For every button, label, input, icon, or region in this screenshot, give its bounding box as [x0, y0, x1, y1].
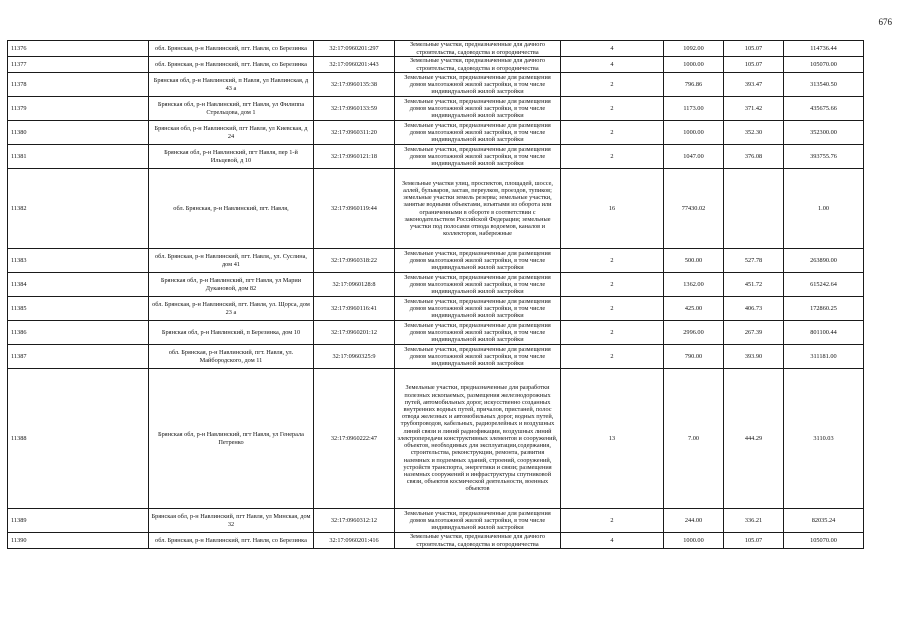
cadastral-value-cell: 615242.64	[784, 273, 864, 297]
cadastral-value-cell: 352300.00	[784, 121, 864, 145]
address-cell: Брянская обл, р-н Навлинский, п Навля, ул Навлинская, д 43 а	[149, 73, 314, 97]
rate-cell: 406.73	[724, 297, 784, 321]
rate-cell: 444.29	[724, 369, 784, 509]
cadastral-number-cell: 32:17:0960318:22	[314, 249, 395, 273]
address-cell: Брянская обл, р-н Навлинский, пгт Навля, ул Минская, дом 32	[149, 509, 314, 533]
rate-cell: 105.07	[724, 57, 784, 73]
cadastral-value-cell: 1.00	[784, 169, 864, 249]
cadastral-number-cell: 32:17:0960312:12	[314, 509, 395, 533]
cadastral-number-cell: 32:17:0960135:38	[314, 73, 395, 97]
cadastral-value-cell: 263890.00	[784, 249, 864, 273]
rate-cell: 393.90	[724, 345, 784, 369]
land-use-cell: Земельные участки, предназначенные для размещения домов малоэтажной жилой застройки, в том числе индивидуальной жилой застройки	[395, 145, 561, 169]
cadastral-value-cell: 801100.44	[784, 321, 864, 345]
address-cell: обл. Брянская, р-н Навлинский, пгт. Навля, со Березинка	[149, 533, 314, 549]
land-use-cell: Земельные участки, предназначенные для размещения домов малоэтажной жилой застройки, в том числе индивидуальной жилой застройки	[395, 297, 561, 321]
row-number: 11389	[8, 509, 149, 533]
area-cell: 425.00	[664, 297, 724, 321]
area-cell: 500.00	[664, 249, 724, 273]
land-use-cell: Земельные участки, предназначенные для размещения домов малоэтажной жилой застройки, в том числе индивидуальной жилой застройки	[395, 345, 561, 369]
land-use-cell: Земельные участки, предназначенные для дачного строительства, садоводства и огородничества	[395, 533, 561, 549]
table-row	[8, 121, 864, 145]
area-cell: 1362.00	[664, 273, 724, 297]
cadastral-number-cell: 32:17:0960121:18	[314, 145, 395, 169]
row-number: 11382	[8, 169, 149, 249]
cadastral-value-cell: 114736.44	[784, 41, 864, 57]
table-row	[8, 249, 864, 273]
table-row	[8, 533, 864, 549]
cadastral-value-cell: 172860.25	[784, 297, 864, 321]
row-number: 11381	[8, 145, 149, 169]
cadastral-number-cell: 32:17:0960133:59	[314, 97, 395, 121]
cadastral-number-cell: 32:17:0960201:12	[314, 321, 395, 345]
land-use-cell: Земельные участки, предназначенные для размещения домов малоэтажной жилой застройки, в том числе индивидуальной жилой застройки	[395, 321, 561, 345]
cadastral-number-cell: 32:17:0960128:8	[314, 273, 395, 297]
group-cell: 2	[561, 73, 664, 97]
row-number: 11383	[8, 249, 149, 273]
area-cell: 244.00	[664, 509, 724, 533]
rate-cell: 527.78	[724, 249, 784, 273]
table-row	[8, 57, 864, 73]
rate-cell: 451.72	[724, 273, 784, 297]
land-use-cell: Земельные участки, предназначенные для дачного строительства, садоводства и огородничества	[395, 57, 561, 73]
group-cell: 2	[561, 273, 664, 297]
address-cell: Брянская обл, р-н Навлинский, пгт Навля, ул Марии Дукановой, дом 82	[149, 273, 314, 297]
row-number: 11376	[8, 41, 149, 57]
group-cell: 2	[561, 145, 664, 169]
land-use-cell: Земельные участки, предназначенные для размещения домов малоэтажной жилой застройки, в том числе индивидуальной жилой застройки	[395, 273, 561, 297]
table-row	[8, 273, 864, 297]
land-use-cell: Земельные участки улиц, проспектов, площадей, шоссе, аллей, бульваров, застав, переулков, проездов, тупиков; земельные участки земель резерва; земельные участки, занятые водными объектами, изъятыми из оборота или ограниченными в обороте в соответствии с законодательством Российской Федерации; земельные участки под полосами отвода водоемов, каналов и коллекторов, набережные	[395, 169, 561, 249]
table-row	[8, 345, 864, 369]
rate-cell: 371.42	[724, 97, 784, 121]
table-row	[8, 169, 864, 249]
cadastral-number-cell: 32:17:0960201:297	[314, 41, 395, 57]
row-number: 11388	[8, 369, 149, 509]
cadastral-number-cell: 32:17:0960222:47	[314, 369, 395, 509]
group-cell: 4	[561, 41, 664, 57]
row-number: 11384	[8, 273, 149, 297]
area-cell: 1000.00	[664, 57, 724, 73]
rate-cell: 336.21	[724, 509, 784, 533]
table-row	[8, 321, 864, 345]
cadastral-value-cell: 3110.03	[784, 369, 864, 509]
cadastral-value-cell: 393755.76	[784, 145, 864, 169]
address-cell: Брянская обл, р-н Навлинский, пгт Навля, ул Филиппа Стрельцова, дом 1	[149, 97, 314, 121]
cadastral-number-cell: 32:17:0960325:9	[314, 345, 395, 369]
group-cell: 2	[561, 297, 664, 321]
cadastral-number-cell: 32:17:0960201:443	[314, 57, 395, 73]
group-cell: 4	[561, 533, 664, 549]
table-row	[8, 73, 864, 97]
area-cell: 1000.00	[664, 533, 724, 549]
row-number: 11390	[8, 533, 149, 549]
rate-cell: 105.07	[724, 533, 784, 549]
row-number: 11378	[8, 73, 149, 97]
row-number: 11380	[8, 121, 149, 145]
row-number: 11379	[8, 97, 149, 121]
address-cell: обл. Брянская, р-н Навлинский, пгт. Навля, со Березинка	[149, 57, 314, 73]
row-number: 11377	[8, 57, 149, 73]
rate-cell	[724, 169, 784, 249]
group-cell: 2	[561, 345, 664, 369]
rate-cell: 393.47	[724, 73, 784, 97]
address-cell: Брянская обл, р-н Навлинский, пгт Навля, ул Киевская, д 24	[149, 121, 314, 145]
land-use-cell: Земельные участки, предназначенные для размещения домов малоэтажной жилой застройки, в том числе индивидуальной жилой застройки	[395, 249, 561, 273]
address-cell: обл. Брянская, р-н Навлинский, пгт. Навля, ул. Майбородского, дом 11	[149, 345, 314, 369]
address-cell: обл. Брянская, р-н Навлинский, пгт. Навля, со Березинка	[149, 41, 314, 57]
table-row	[8, 369, 864, 509]
area-cell: 1047.00	[664, 145, 724, 169]
group-cell: 2	[561, 321, 664, 345]
group-cell: 2	[561, 121, 664, 145]
land-use-cell: Земельные участки, предназначенные для размещения домов малоэтажной жилой застройки, в том числе индивидуальной жилой застройки	[395, 97, 561, 121]
row-number: 11387	[8, 345, 149, 369]
table-row	[8, 297, 864, 321]
group-cell: 2	[561, 509, 664, 533]
land-use-cell: Земельные участки, предназначенные для размещения домов малоэтажной жилой застройки, в том числе индивидуальной жилой застройки	[395, 509, 561, 533]
cadastral-number-cell: 32:17:0960311:20	[314, 121, 395, 145]
table-row	[8, 509, 864, 533]
address-cell: обл. Брянская, р-н Навлинский, пгт. Навля,, ул. Суслина, дом 41	[149, 249, 314, 273]
cadastral-value-cell: 105070.00	[784, 57, 864, 73]
group-cell: 2	[561, 97, 664, 121]
table-row	[8, 97, 864, 121]
table-row	[8, 145, 864, 169]
land-use-cell: Земельные участки, предназначенные для размещения домов малоэтажной жилой застройки, в том числе индивидуальной жилой застройки	[395, 121, 561, 145]
cadastral-number-cell: 32:17:0960119:44	[314, 169, 395, 249]
land-use-cell: Земельные участки, предназначенные для разработки полезных ископаемых, размещения железнодорожных путей, автомобильных дорог, искусственно созданных внутренних водных путей, причалов, пристаней, полос отвода железных и автомобильных дорог, водных путей, трубопроводов, кабельных, радиорелейных и воздушных линий связи и линий радиофикации, воздушных линий электропередачи конструктивных элементов и сооружений, объектов, необходимых для эксплуатации,содержания, строительства, реконструкции, ремонта, развития наземных и подземных зданий, строений, сооружений, устройств транспорта, энергетики и связи; размещения наземных сооружений и инфраструктуры спутниковой связи, объектов космической деятельности, военных объектов	[395, 369, 561, 509]
area-cell: 1092.00	[664, 41, 724, 57]
cadastral-value-cell: 311181.00	[784, 345, 864, 369]
area-cell: 790.00	[664, 345, 724, 369]
area-cell: 7.00	[664, 369, 724, 509]
address-cell: обл. Брянская, р-н Навлинский, пгт. Навля,	[149, 169, 314, 249]
rate-cell: 105.07	[724, 41, 784, 57]
group-cell: 4	[561, 57, 664, 73]
area-cell: 2996.00	[664, 321, 724, 345]
cadastral-number-cell: 32:17:0960116:41	[314, 297, 395, 321]
cadastral-value-cell: 105070.00	[784, 533, 864, 549]
rate-cell: 352.30	[724, 121, 784, 145]
cadastral-number-cell: 32:17:0960201:416	[314, 533, 395, 549]
cadastral-value-cell: 82035.24	[784, 509, 864, 533]
cadastral-value-cell: 313540.50	[784, 73, 864, 97]
address-cell: обл. Брянская, р-н Навлинский, пгт. Навля, ул. Щорса, дом 23 а	[149, 297, 314, 321]
land-use-cell: Земельные участки, предназначенные для дачного строительства, садоводства и огородничества	[395, 41, 561, 57]
row-number: 11385	[8, 297, 149, 321]
area-cell: 1000.00	[664, 121, 724, 145]
rate-cell: 267.39	[724, 321, 784, 345]
address-cell: Брянская обл, р-н Навлинский, п Березинка, дом 10	[149, 321, 314, 345]
address-cell: Брянская обл, р-н Навлинский, пгт Навля, ул Генерала Петренко	[149, 369, 314, 509]
cadastral-value-table	[7, 40, 864, 549]
land-use-cell: Земельные участки, предназначенные для размещения домов малоэтажной жилой застройки, в том числе индивидуальной жилой застройки	[395, 73, 561, 97]
group-cell: 13	[561, 369, 664, 509]
area-cell: 796.86	[664, 73, 724, 97]
area-cell: 1173.00	[664, 97, 724, 121]
group-cell: 2	[561, 249, 664, 273]
area-cell: 77430.02	[664, 169, 724, 249]
table-row	[8, 41, 864, 57]
page-number: 676	[878, 17, 892, 27]
cadastral-value-cell: 435675.66	[784, 97, 864, 121]
address-cell: Брянская обл, р-н Навлинский, пгт Навля, пер 1-й Ильцевой, д 10	[149, 145, 314, 169]
group-cell: 16	[561, 169, 664, 249]
row-number: 11386	[8, 321, 149, 345]
rate-cell: 376.08	[724, 145, 784, 169]
